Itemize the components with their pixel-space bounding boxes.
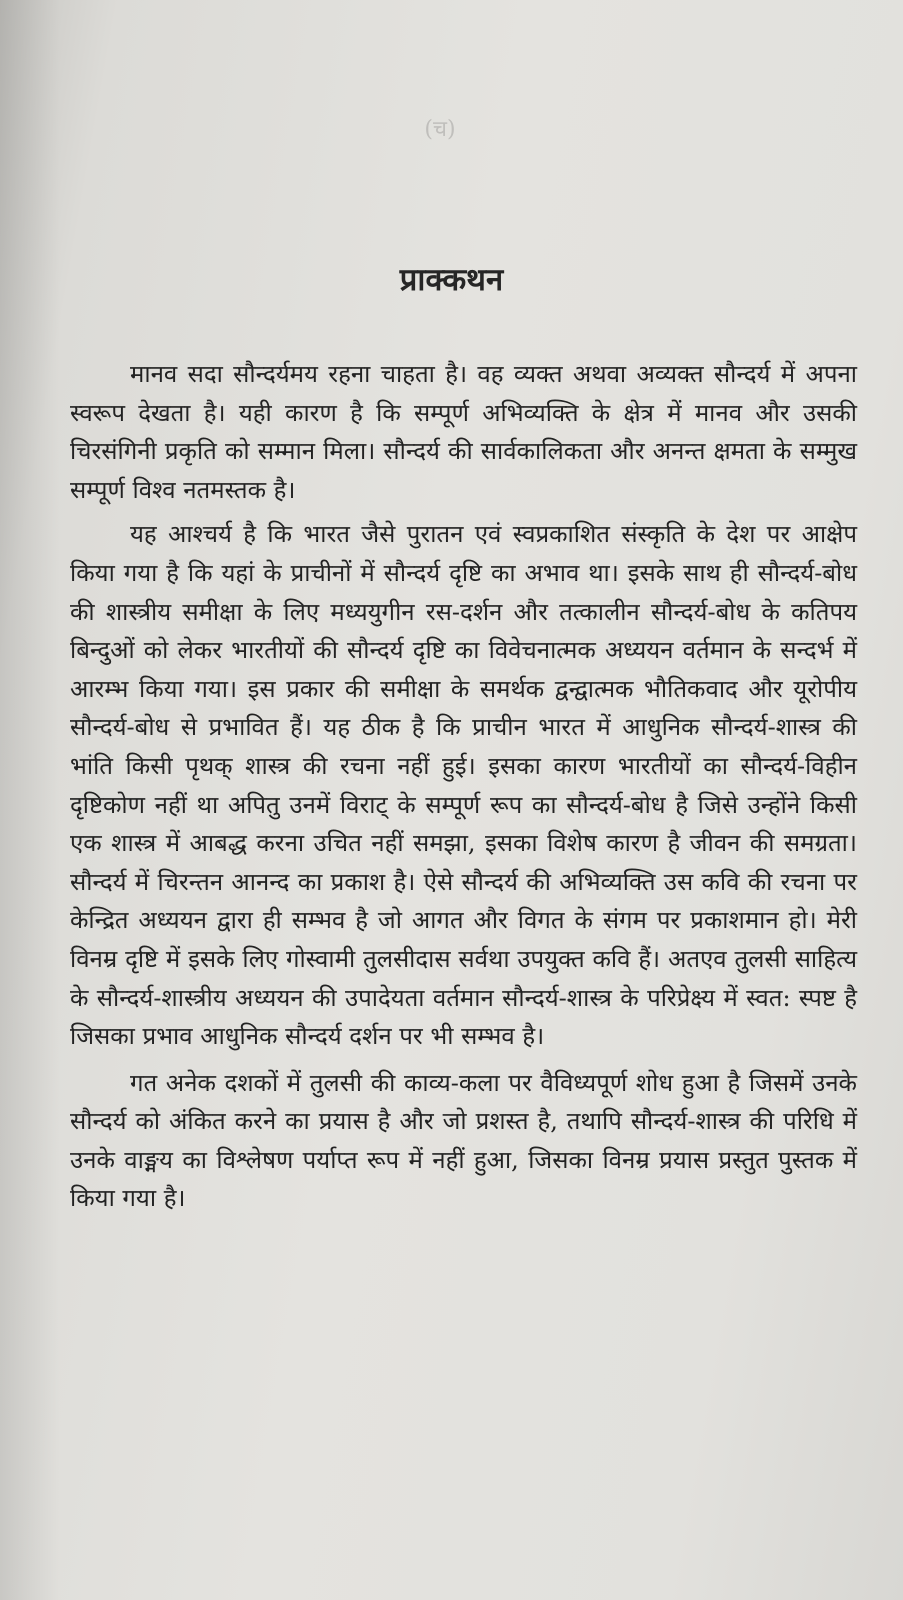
- paragraph: गत अनेक दशकों में तुलसी की काव्य-कला पर वैविध्यपूर्ण शोध हुआ है जिसमें उनके सौन्दर्य को अंकित करने का प्रयास है और जो प्रशस्त है, तथापि सौन्दर्य-शास्त्र की परिधि में उनके वाङ्मय का विश्लेषण पर्याप्त रूप में नहीं हुआ, जिसका विनम्र प्रयास प्रस्तुत पुस्तक में किया गया है।: [70, 1068, 857, 1213]
- paragraph: मानव सदा सौन्दर्यमय रहना चाहता है। वह व्यक्त अथवा अव्यक्त सौन्दर्य में अपना स्वरूप देखता है। यही कारण है कि सम्पूर्ण अभिव्यक्ति के क्षेत्र में मानव और उसकी चिरसंगिनी प्रकृति को सम्मान मिला। सौन्दर्य की सार्वकालिकता और अनन्त क्षमता के सम्मुख सम्पूर्ण विश्व नतमस्तक है।: [70, 360, 857, 504]
- spine-shadow: [0, 0, 60, 1600]
- page-title: प्राक्कथन: [399, 262, 504, 298]
- body-text: [70, 355, 857, 1224]
- paragraph: यह आश्चर्य है कि भारत जैसे पुरातन एवं स्वप्रकाशित संस्कृति के देश पर आक्षेप किया गया है कि यहां के प्राचीनों में सौन्दर्य दृष्टि का अभाव था। इसके साथ ही सौन्दर्य-बोध की शास्त्रीय समीक्षा के लिए मध्ययुगीन रस-दर्शन और तत्कालीन सौन्दर्य-बोध के कतिपय बिन्दुओं को लेकर भारतीयों की सौन्दर्य दृष्टि का विवेचनात्मक अध्ययन वर्तमान के सन्दर्भ में आरम्भ किया गया। इस प्रकार की समीक्षा के समर्थक द्वन्द्वात्मक भौतिकवाद और यूरोपीय सौन्दर्य-बोध से प्रभावित हैं। यह ठीक है कि प्राचीन भारत में आधुनिक सौन्दर्य-शास्त्र की भांति किसी पृथक् शास्त्र की रचना नहीं हुई। इसका कारण भारतीयों का सौन्दर्य-विहीन दृष्टिकोण नहीं था अपितु उनमें विराट् के सम्पूर्ण रूप का सौन्दर्य-बोध है जिसे उन्होंने किसी एक शास्त्र में आबद्ध करना उचित नहीं समझा, इसका विशेष कारण है जीवन की समग्रता। सौन्दर्य में चिरन्तन आनन्द का प्रकाश है। ऐसे सौन्दर्य की अभिव्यक्ति उस कवि की रचना पर केन्द्रित अध्ययन द्वारा ही सम्भव है जो आगत और विगत के संगम पर प्रकाशमान हो। मेरी विनम्र दृष्टि में इसके लिए गोस्वामी तुलसीदास सर्वथा उपयुक्त कवि हैं। अतएव तुलसी साहित्य के सौन्दर्य-शास्त्रीय अध्ययन की उपादेयता वर्तमान सौन्दर्य-शास्त्र के परिप्रेक्ष्य में स्वत: स्पष्ट है जिसका प्रभाव आधुनिक सौन्दर्य दर्शन पर भी सम्भव है।: [70, 520, 857, 1051]
- page-number: (च): [424, 117, 456, 142]
